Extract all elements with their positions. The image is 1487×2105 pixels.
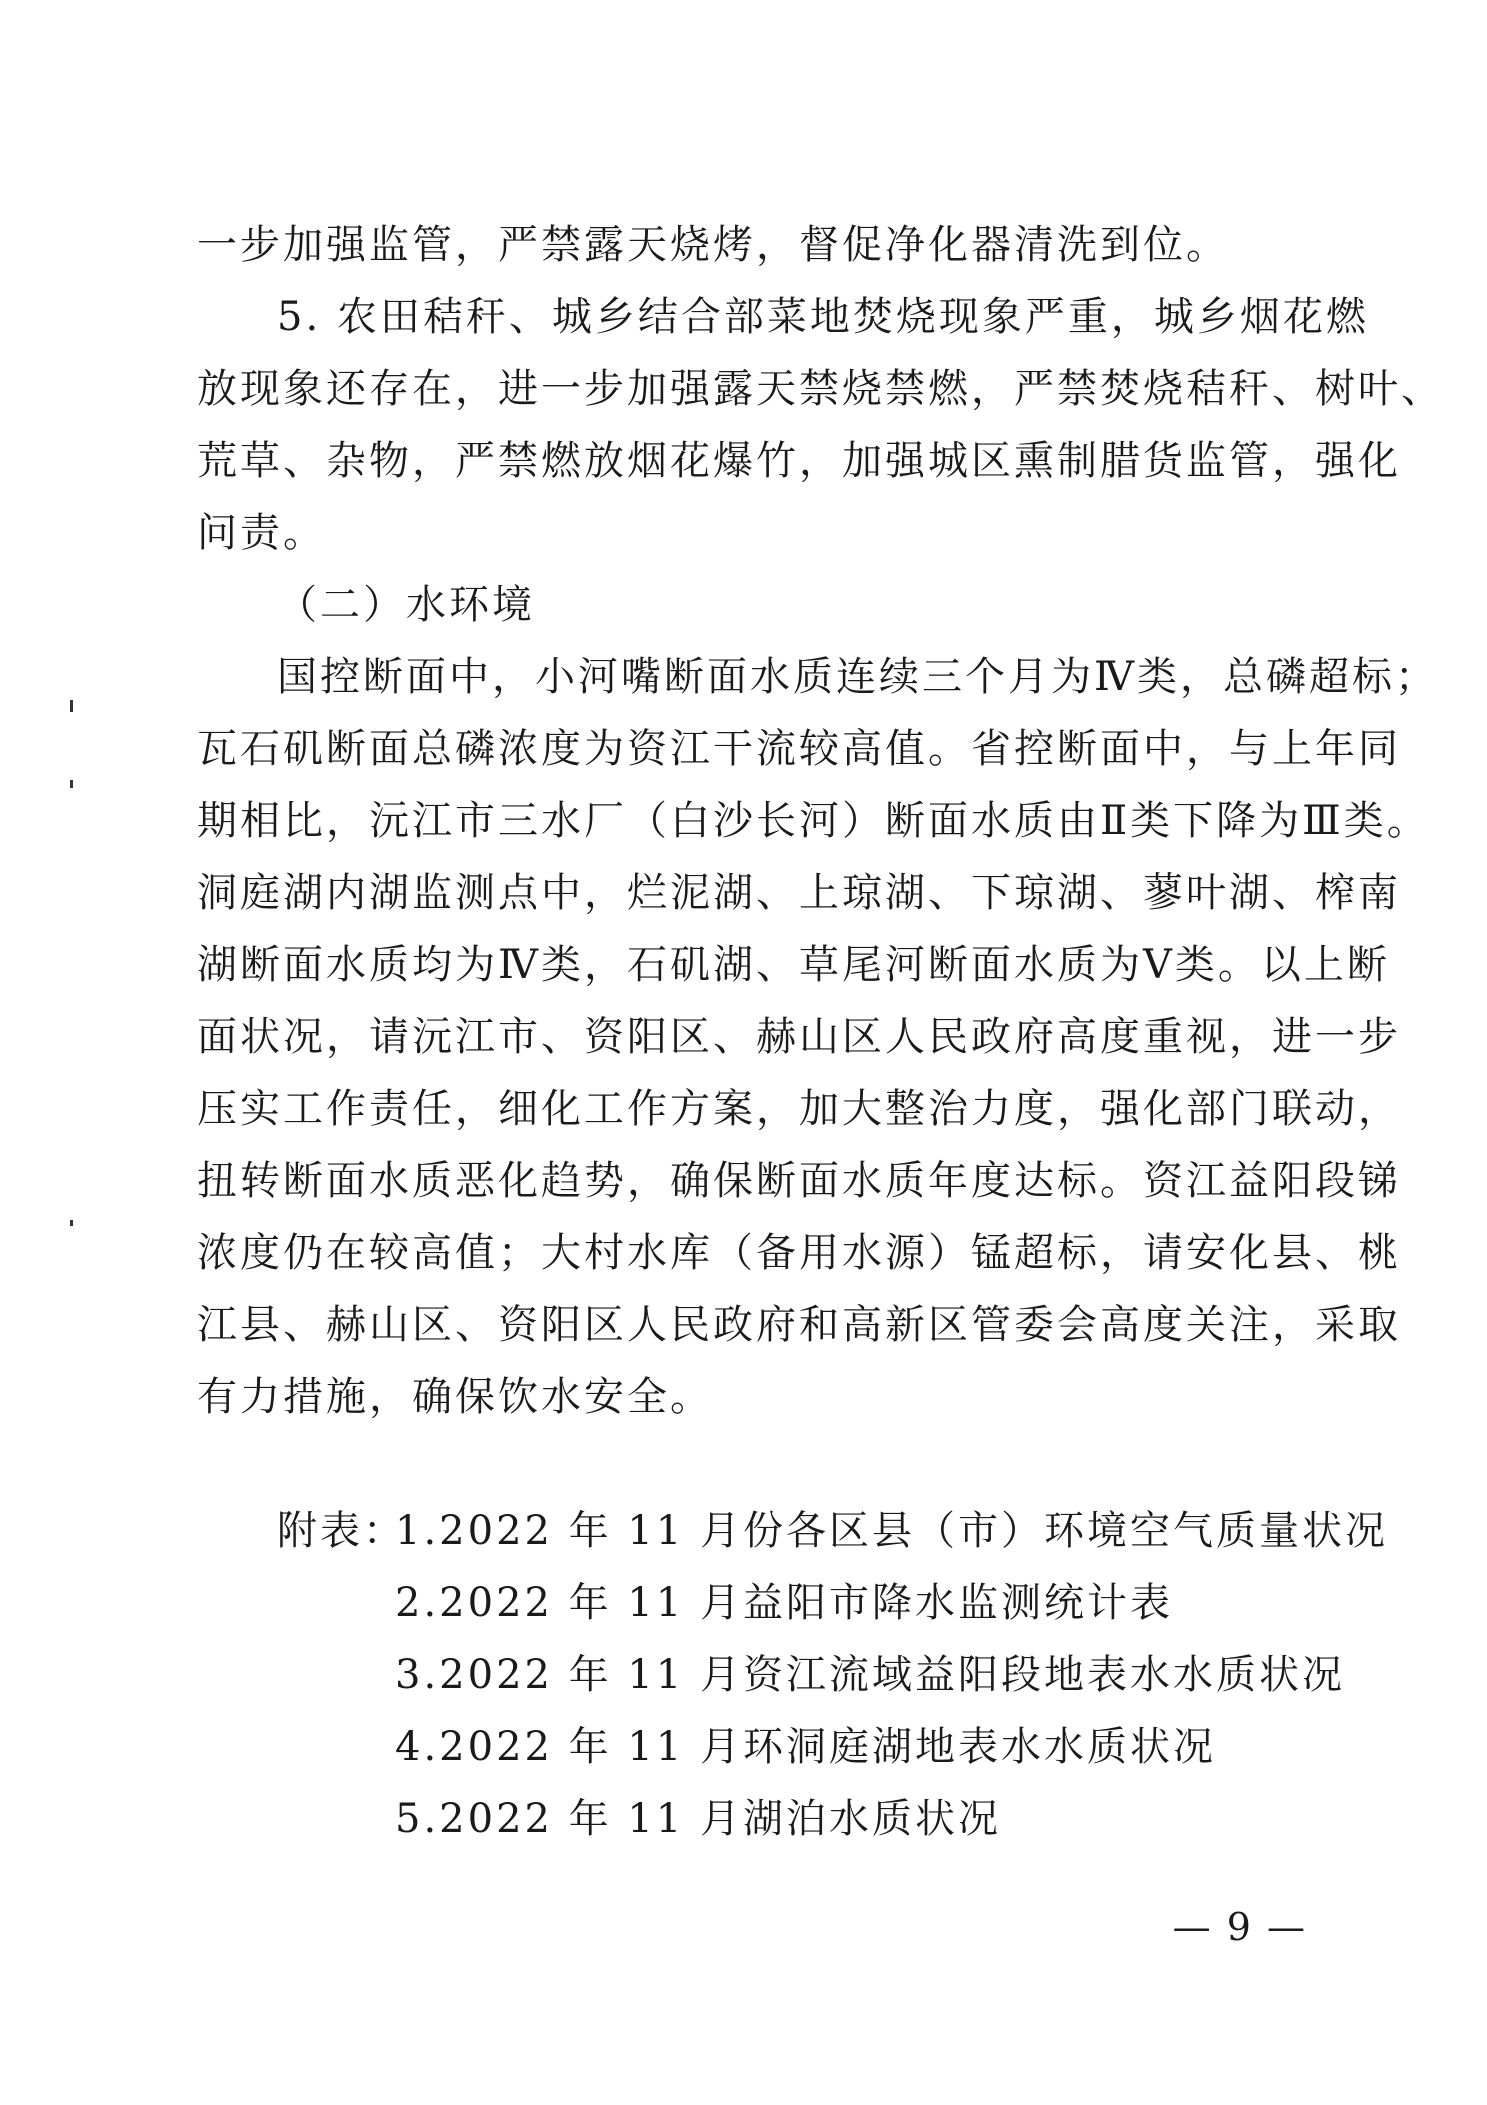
appendix-row	[277, 1495, 1389, 1567]
paragraph-line: 国控断面中，小河嘴断面水质连续三个月为Ⅳ类，总磷超标；	[277, 654, 1438, 700]
margin-mark	[70, 780, 73, 788]
section-heading: （二）水环境	[277, 582, 535, 628]
paragraph-line: 放现象还存在，进一步加强露天禁烧禁燃，严禁焚烧秸秆、树叶、	[197, 366, 1444, 412]
page-number: — 9 —	[1172, 1905, 1307, 1949]
paragraph-line: 5. 农田秸秆、城乡结合部菜地焚烧现象严重，城乡烟花燃	[277, 294, 1369, 340]
paragraph-line: 江县、赫山区、资阳区人民政府和高新区管委会高度关注，采取	[197, 1302, 1401, 1348]
appendix-item: 4.2022 年 11 月环洞庭湖地表水水质状况	[395, 1724, 1217, 1770]
margin-mark	[70, 1220, 73, 1226]
paragraph-line: 面状况，请沅江市、资阳区、赫山区人民政府高度重视，进一步	[197, 1014, 1401, 1060]
appendix-item: 3.2022 年 11 月资江流域益阳段地表水水质状况	[395, 1652, 1346, 1698]
appendix-item: 1.2022 年 11 月份各区县（市）环境空气质量状况	[395, 1508, 1389, 1554]
paragraph-line: 浓度仍在较高值；大村水库（备用水源）锰超标，请安化县、桃	[197, 1230, 1401, 1276]
appendix-row	[277, 1783, 1307, 1855]
paragraph-line: 问责。	[197, 510, 326, 556]
appendix-row	[277, 1639, 1346, 1711]
paragraph-line: 瓦石矶断面总磷浓度为资江干流较高值。省控断面中，与上年同	[197, 726, 1401, 772]
paragraph-line: 荒草、杂物，严禁燃放烟花爆竹，加强城区熏制腊货监管，强化	[197, 438, 1401, 484]
paragraph-line: 洞庭湖内湖监测点中，烂泥湖、上琼湖、下琼湖、蓼叶湖、榨南	[197, 870, 1401, 916]
appendix-label: 附表：	[277, 1508, 406, 1554]
body-text	[197, 209, 1444, 1433]
paragraph-line: 有力措施，确保饮水安全。	[197, 1374, 713, 1420]
margin-mark	[70, 700, 73, 712]
appendix-row	[277, 1567, 1307, 1639]
paragraph-line: 湖断面水质均为Ⅳ类，石矶湖、草尾河断面水质为Ⅴ类。以上断	[197, 942, 1390, 988]
appendix-list	[277, 1495, 1389, 1855]
appendix-item: 5.2022 年 11 月湖泊水质状况	[395, 1796, 1002, 1842]
paragraph-line: 压实工作责任，细化工作方案，加大整治力度，强化部门联动，	[197, 1086, 1401, 1132]
paragraph-line: 扭转断面水质恶化趋势，确保断面水质年度达标。资江益阳段锑	[197, 1158, 1401, 1204]
paragraph-line: 期相比，沅江市三水厂（白沙长河）断面水质由Ⅱ类下降为Ⅲ类。	[197, 798, 1430, 844]
paragraph-line: 一步加强监管，严禁露天烧烤，督促净化器清洗到位。	[197, 222, 1229, 268]
appendix-item: 2.2022 年 11 月益阳市降水监测统计表	[395, 1580, 1174, 1626]
appendix-row	[277, 1711, 1307, 1783]
